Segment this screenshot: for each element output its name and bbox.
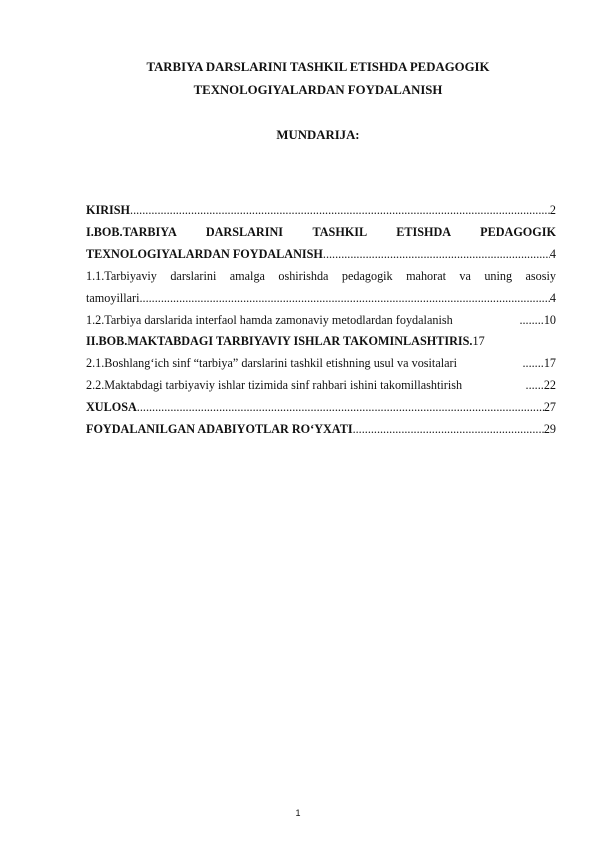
toc-entry-2-1[interactable] [86,353,556,375]
toc-leader-dots [137,397,544,419]
toc-entry-title: FOYDALANILGAN ADABIYOTLAR RO‘YXATI [86,422,353,437]
toc-entry-title-line1: 1.1.Tarbiyaviy darslarini amalga oshirishda pedagogik mahorat va uning asosiy [86,268,556,283]
toc-entry-title: 2.1.Boshlang‘ich sinf “tarbiya” darslarini tashkil etishning usul va vositalari [86,356,457,371]
toc-leader-dots: ........ [519,312,544,327]
toc-entry-title: KIRISH [86,203,131,217]
toc-entry-foydalanilgan-adabiyotlar[interactable] [86,419,556,441]
table-of-contents [86,200,556,441]
page-number-footer: 1 [295,808,301,818]
toc-leader-dots: ....... [522,356,544,371]
toc-leader-dots [139,288,549,310]
toc-entry-xulosa[interactable] [86,397,556,419]
document-title [60,56,576,102]
toc-leader-dots [323,244,550,266]
toc-page-number: 4 [549,246,556,261]
toc-entry-1-2[interactable] [86,310,556,332]
toc-page-number: 10 [543,312,556,327]
toc-page-number: 29 [543,422,556,437]
toc-entry-title: 2.2.Maktabdagi tarbiyaviy ishlar tizimida sinf rahbari ishini takomillashtirish [86,378,463,393]
toc-leader-dots [130,200,550,222]
toc-entry-title-line2: tamoyillari [86,290,140,305]
title-line-2: TEXNOLOGIYALARDAN FOYDALANISH [193,83,443,97]
toc-page-number: 17 [472,334,485,349]
toc-entry-title-line1: I.BOB.TARBIYA DARSLARINI TASHKIL ETISHDA PEDAGOGIK [86,224,556,239]
toc-page-number: 22 [543,378,556,393]
toc-heading: MUNDARIJA: [276,128,360,142]
toc-entry-title: XULOSA [86,400,137,415]
toc-page-number: 17 [543,356,556,371]
toc-leader-dots: ...... [525,378,544,393]
toc-entry-2-2[interactable] [86,375,556,397]
toc-entry-kirish[interactable] [86,200,556,222]
toc-page-number: 27 [543,400,556,415]
toc-page-number: 4 [549,290,556,305]
title-line-1: TARBIYA DARSLARINI TASHKIL ETISHDA PEDAGOGIK [146,60,490,74]
toc-entry-title-line2: TEXNOLOGIYALARDAN FOYDALANISH [86,246,323,261]
toc-entry-1-1[interactable] [86,266,556,310]
toc-entry-title: 1.2.Tarbiya darslarida interfaol hamda zamonaviy metodlardan foydalanish [86,312,453,327]
toc-entry-title: II.BOB.MAKTABDAGI TARBIYAVIY ISHLAR TAKOMINLASHTIRIS. [86,334,473,349]
toc-entry-bob1[interactable] [86,222,556,266]
toc-entry-bob2[interactable] [86,331,556,353]
toc-page-number: 2 [549,203,556,217]
toc-leader-dots [353,419,544,441]
